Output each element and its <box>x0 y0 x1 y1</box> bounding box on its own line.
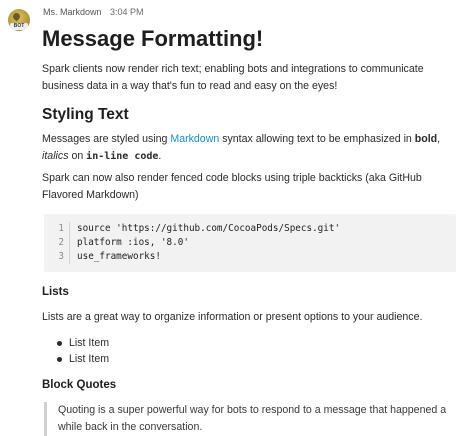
message-header <box>43 7 144 17</box>
on-text: on <box>68 150 87 162</box>
period-text: . <box>158 150 162 162</box>
comma-text: , <box>437 133 441 145</box>
code-block <box>44 214 456 272</box>
bold-example: bold <box>414 133 438 145</box>
code-text: source 'https://github.com/CocoaPods/Specs.git' <box>77 223 341 234</box>
message-time: 3:04 PM <box>110 7 144 17</box>
line-number: 1 <box>58 223 64 234</box>
code-line <box>44 236 189 250</box>
gutter-divider <box>69 250 70 264</box>
inline-code-example: in-line code <box>86 151 159 162</box>
gutter-divider <box>69 222 70 236</box>
code-line <box>44 250 161 264</box>
code-text: use_frameworks! <box>77 251 161 262</box>
lists-heading: Lists <box>42 286 69 298</box>
avatar[interactable] <box>8 9 30 31</box>
list-item <box>42 351 462 367</box>
location-pin-icon <box>12 12 22 22</box>
styling-heading: Styling Text <box>42 106 129 123</box>
list-item-label: List Item <box>69 337 110 349</box>
sender-name[interactable]: Ms. Markdown <box>43 7 102 17</box>
block-quotes-heading: Block Quotes <box>42 379 117 391</box>
lists-paragraph: Lists are a great way to organize information or present options to your audience. <box>42 311 423 323</box>
message-title: Message Formatting! <box>42 26 264 51</box>
list-item <box>42 335 462 351</box>
intro-paragraph: Spark clients now render rich text; enabling bots and integrations to communicate business data in a way that's fun to read and easy on the eyes! <box>42 63 424 92</box>
markdown-link[interactable]: Markdown <box>170 133 220 145</box>
code-text: platform :ios, '8.0' <box>77 237 189 248</box>
bot-badge: BOT <box>10 23 28 30</box>
bullet-icon <box>57 341 62 346</box>
fenced-code-paragraph: Spark can now also render fenced code blocks using triple backticks (aka GitHub Flavored Markdown) <box>42 172 422 201</box>
message-body <box>42 25 462 436</box>
styling-text-1: Messages are styled using <box>42 133 171 145</box>
line-number: 2 <box>58 237 64 248</box>
bullet-list <box>42 335 462 367</box>
styling-text-2: syntax allowing text to be emphasized in <box>219 133 415 145</box>
block-quote: Quoting is a super powerful way for bots to respond to a message that happened a while back in the conversation. <box>44 402 453 436</box>
gutter-divider <box>69 236 70 250</box>
code-line <box>44 222 340 236</box>
italic-example: italics <box>42 150 69 162</box>
bullet-icon <box>57 357 62 362</box>
styling-paragraph <box>42 131 462 165</box>
line-number: 3 <box>58 251 64 262</box>
list-item-label: List Item <box>69 353 110 365</box>
